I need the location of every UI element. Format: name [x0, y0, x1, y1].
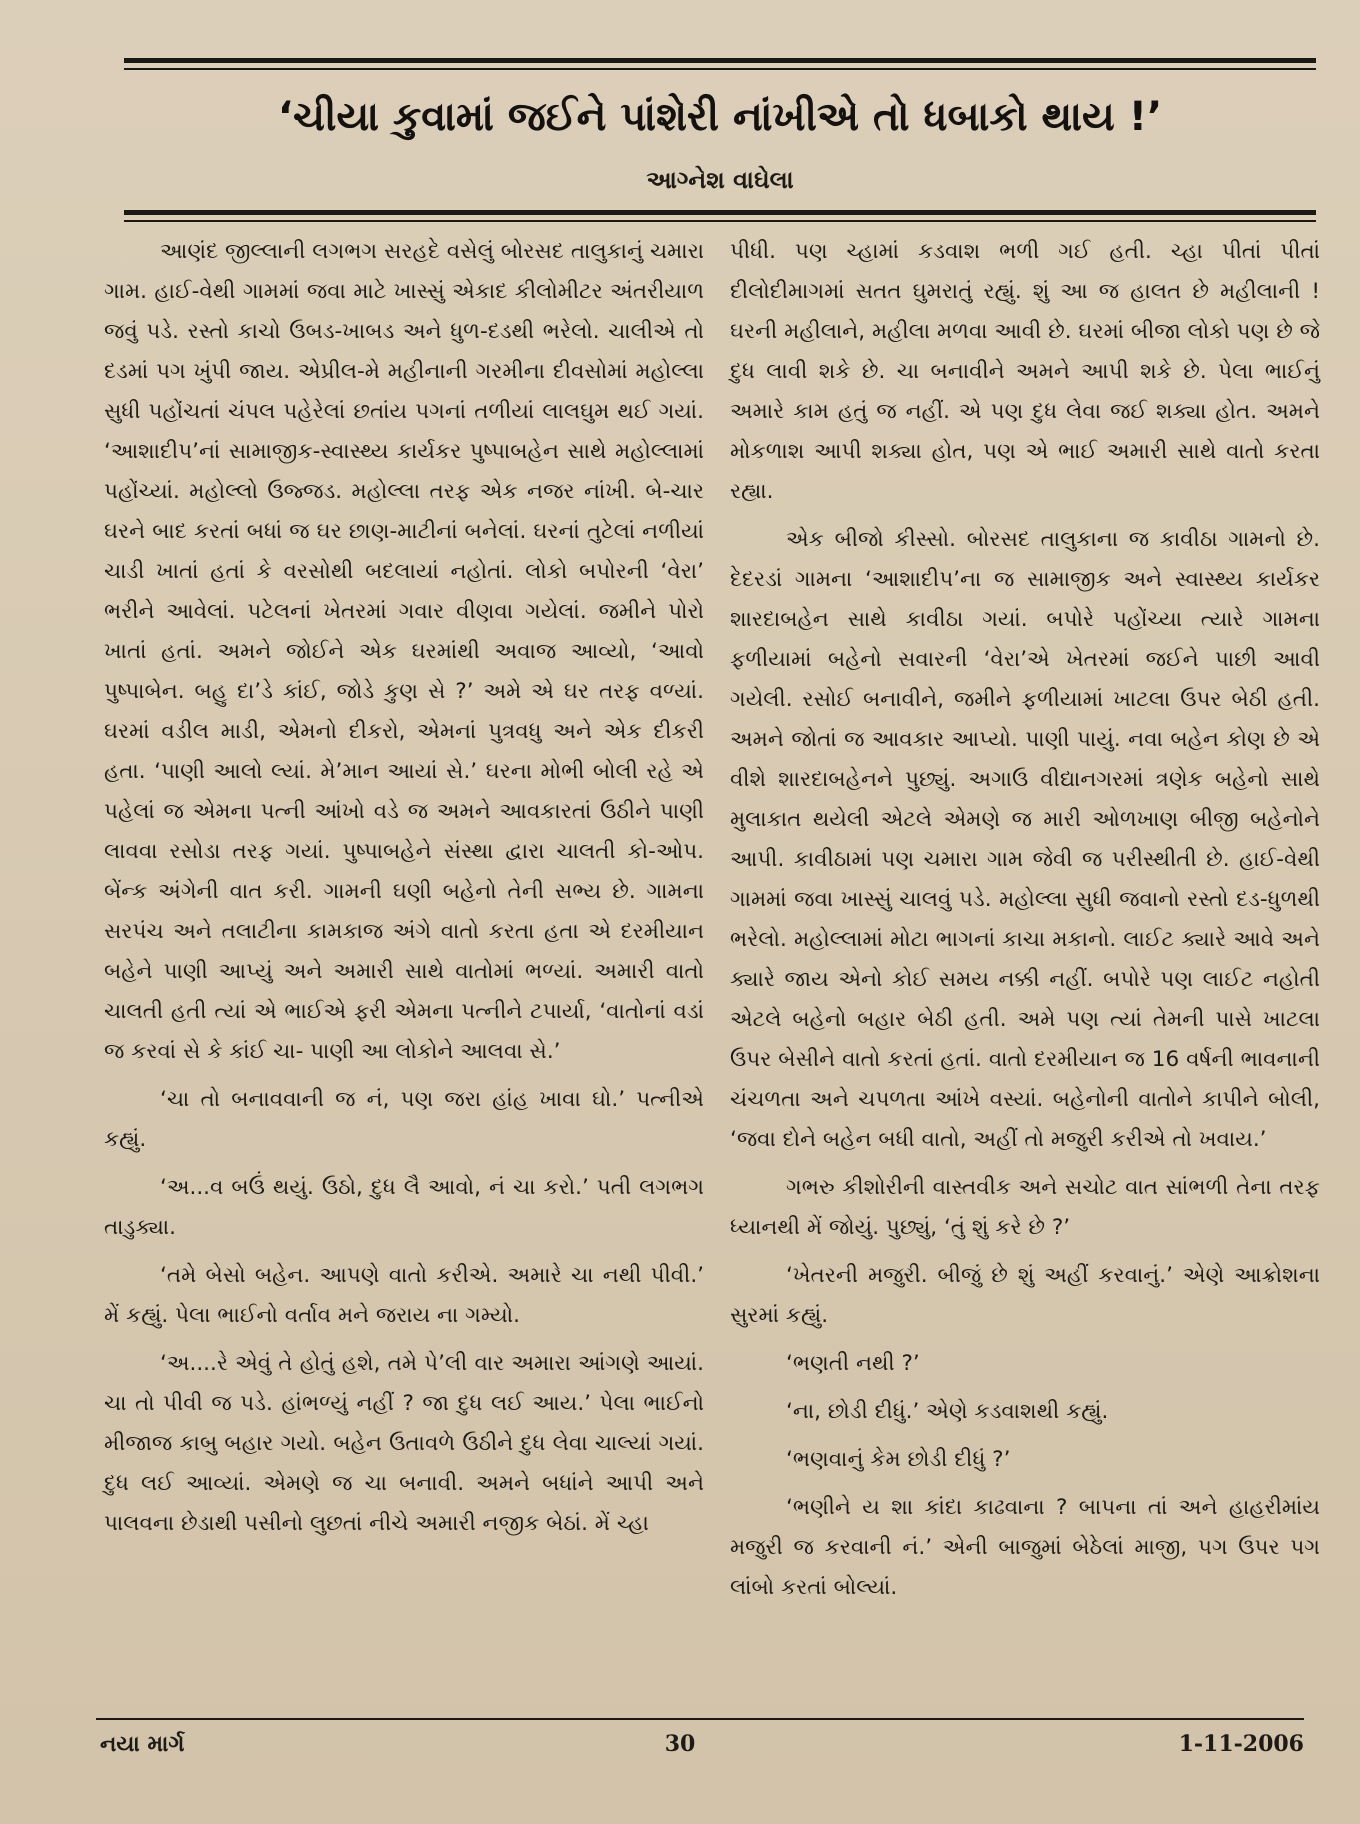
right-column: [730, 232, 1320, 1616]
paragraph: ‘ભણતી નથી ?’: [786, 1351, 920, 1376]
article-title: ‘ચીયા કુવામાં જઈને પાંશેરી નાંખીએ તો ધબાકો થાય !’: [277, 94, 1163, 140]
article-author: આગ્નેશ વાઘેલા: [646, 166, 794, 194]
paragraph: ‘ભણવાનું કેમ છોડી દીધું ?’: [786, 1447, 1011, 1472]
paragraph: ‘ના, છોડી દીધું.’ એણે કડવાશથી કહ્યું.: [786, 1399, 1109, 1424]
paragraph: ‘ભણીને ય શા કાંદા કાઢવાના ? બાપના તાં અને હાહરીમાંય મજુરી જ કરવાની નં.’ એની બાજુમાં બેઠેલાં માજી, પગ ઉપર પગ લાંબો કરતાં બોલ્યાં.: [730, 1495, 1320, 1600]
header-rule: [124, 58, 1316, 63]
page-number: 30: [664, 1731, 696, 1757]
paragraph: એક બીજો કીસ્સો. બોરસદ તાલુકાના જ કાવીઠા ગામનો છે. દેદરડાં ગામના ‘આશાદીપ’ના જ સામાજીક અને સ્વાસ્થ્ય કાર્યકર શારદાબહેન સાથે કાવીઠા ગયાં. બપોરે પહોંચ્યા ત્યારે ગામના ફળીયામાં બહેનો સવારની ‘વેરા’એ ખેતરમાં જઈને પાછી આવી ગયેલી. રસોઈ બનાવીને, જમીને ફળીયામાં ખાટલા ઉપર બેઠી હતી. અમને જોતાં જ આવકાર આપ્યો. પાણી પાયું. નવા બહેન કોણ છે એ વીશે શારદાબહેનને પુછ્યું. અગાઉ વીદ્યાનગરમાં ત્રણેક બહેનો સાથે મુલાકાત થયેલી એટલે એમણે જ મારી ઓળખાણ બીજી બહેનોને આપી. કાવીઠામાં પણ ચમારા ગામ જેવી જ પરીસ્થીતી છે. હાઈ-વેથી ગામમાં જવા ખાસ્સું ચાલવું પડે. મહોલ્લા સુધી જવાનો રસ્તો દડ-ધુળથી ભરેલો. મહોલ્લામાં મોટા ભાગનાં કાચા મકાનો. લાઈટ ક્યારે આવે અને ક્યારે જાય એનો કોઈ સમય નક્કી નહીં. બપોરે પણ લાઈટ નહોતી એટલે બહેનો બહાર બેઠી હતી. અમે પણ ત્યાં તેમની પાસે ખાટલા ઉપર બેસીને વાતો કરતાં હતાં. વાતો દરમીયાન જ 16 વર્ષની ભાવનાની ચંચળતા અને ચપળતા આંખે વસ્યાં. બહેનોની વાતોને કાપીને બોલી, ‘જવા દોને બહેન બધી વાતો, અહીં તો મજુરી કરીએ તો ખવાય.’: [730, 527, 1320, 1152]
paragraph: પીધી. પણ ચ્હામાં કડવાશ ભળી ગઈ હતી. ચ્હા પીતાં પીતાં દીલોદીમાગમાં સતત ઘુમરાતું રહ્યું. શું આ જ હાલત છે મહીલાની ! ઘરની મહીલાને, મહીલા મળવા આવી છે. ઘરમાં બીજા લોકો પણ છે જે દુધ લાવી શકે છે. ચા બનાવીને અમને આપી શકે છે. પેલા ભાઈનું અમારે કામ હતું જ નહીં. એ પણ દુધ લેવા જઈ શક્યા હોત. અમને મોકળાશ આપી શક્યા હોત, પણ એ ભાઈ અમારી સાથે વાતો કરતા રહ્યા.: [730, 239, 1321, 504]
byline-rule-thin: [124, 220, 1316, 222]
paragraph: ગભરુ કીશોરીની વાસ્તવીક અને સચોટ વાત સાંભળી તેના તરફ ધ્યાનથી મેં જોયું. પુછ્યું, ‘તું શું કરે છે ?’: [730, 1175, 1320, 1240]
left-column: [104, 232, 704, 1552]
paragraph: ‘તમે બેસો બહેન. આપણે વાતો કરીએ. અમારે ચા નથી પીવી.’ મેં કહ્યું. પેલા ભાઈનો વર્તાવ મને જરાય ના ગમ્યો.: [104, 1263, 704, 1328]
byline-rule: [124, 210, 1316, 215]
header-rule-thin: [124, 68, 1316, 70]
issue-date: 1-11-2006: [1178, 1731, 1304, 1757]
publication-name: નયા માર્ગ: [100, 1731, 185, 1757]
paragraph: ‘ખેતરની મજુરી. બીજું છે શું અહીં કરવાનું.’ એણે આક્રોશના સુરમાં કહ્યું.: [730, 1263, 1320, 1328]
paragraph: ‘અ....રે એવું તે હોતું હશે, તમે પે’લી વાર અમારા આંગણે આયાં. ચા તો પીવી જ પડે. હાંભળ્યું નહીં ? જા દુધ લઈ આય.’ પેલા ભાઈનો મીજાજ કાબુ બહાર ગયો. બહેન ઉતાવળે ઉઠીને દુધ લેવા ચાલ્યાં ગયાં. દુધ લઈ આવ્યાં. એમણે જ ચા બનાવી. અમને બધાંને આપી અને પાલવના છેડાથી પસીનો લુછતાં નીચે અમારી નજીક બેઠાં. મેં ચ્હા: [104, 1351, 704, 1536]
footer-rule: [96, 1718, 1304, 1720]
paragraph: આણંદ જીલ્લાની લગભગ સરહદે વસેલું બોરસદ તાલુકાનું ચમારા ગામ. હાઈ-વેથી ગામમાં જવા માટે ખાસ્સું એકાદ કીલોમીટર અંતરીયાળ જવું પડે. રસ્તો કાચો ઉબડ-ખાબડ અને ધુળ-દડથી ભરેલો. ચાલીએ તો દડમાં પગ ખુંપી જાય. એપ્રીલ-મે મહીનાની ગરમીના દીવસોમાં મહોલ્લા સુધી પહોંચતાં ચંપલ પહેરેલાં છતાંય પગનાં તળીયાં લાલઘુમ થઈ ગયાં. ‘આશાદીપ’નાં સામાજીક-સ્વાસ્થ્ય કાર્યકર પુષ્પાબહેન સાથે મહોલ્લામાં પહોંચ્યાં. મહોલ્લો ઉજ્જડ. મહોલ્લા તરફ એક નજર નાંખી. બે-ચાર ઘરને બાદ કરતાં બધાં જ ઘર છાણ-માટીનાં બનેલાં. ઘરનાં તુટેલાં નળીયાં ચાડી ખાતાં હતાં કે વરસોથી બદલાયાં નહોતાં. લોકો બપોરની ‘વેરા’ ભરીને આવેલાં. પટેલનાં ખેતરમાં ગવાર વીણવા ગયેલાં. જમીને પોરો ખાતાં હતાં. અમને જોઈને એક ઘરમાંથી અવાજ આવ્યો, ‘આવો પુષ્પાબેન. બહુ દા’ડે કાંઈ, જોડે કુણ સે ?’ અમે એ ઘર તરફ વળ્યાં. ઘરમાં વડીલ માડી, એમનો દીકરો, એમનાં પુત્રવધુ અને એક દીકરી હતા. ‘પાણી આલો લ્યાં. મે’માન આયાં સે.’ ઘરના મોભી બોલી રહે એ પહેલાં જ એમના પત્ની આંખો વડે જ અમને આવકારતાં ઉઠીને પાણી લાવવા રસોડા તરફ ગયાં. પુષ્પાબહેને સંસ્થા દ્વારા ચાલતી કો-ઓપ. બેંન્ક અંગેની વાત કરી. ગામની ઘણી બહેનો તેની સભ્ય છે. ગામના સરપંચ અને તલાટીના કામકાજ અંગે વાતો કરતા હતા એ દરમીયાન બહેને પાણી આપ્યું અને અમારી સાથે વાતોમાં ભળ્યાં. અમારી વાતો ચાલતી હતી ત્યાં એ ભાઈએ ફરી એમના પત્નીને ટપાર્યા, ‘વાતોનાં વડાં જ કરવાં સે કે કાંઈ ચા- પાણી આ લોકોને આલવા સે.’: [104, 239, 704, 1064]
paragraph: ‘ચા તો બનાવવાની જ નં, પણ જરા હાંહ ખાવા ઘો.’ પત્નીએ કહ્યું.: [104, 1087, 704, 1152]
paragraph: ‘અ...વ બઉં થયું. ઉઠો, દુધ લૈ આવો, નં ચા કરો.’ પતી લગભગ તાડુક્યા.: [104, 1175, 704, 1240]
